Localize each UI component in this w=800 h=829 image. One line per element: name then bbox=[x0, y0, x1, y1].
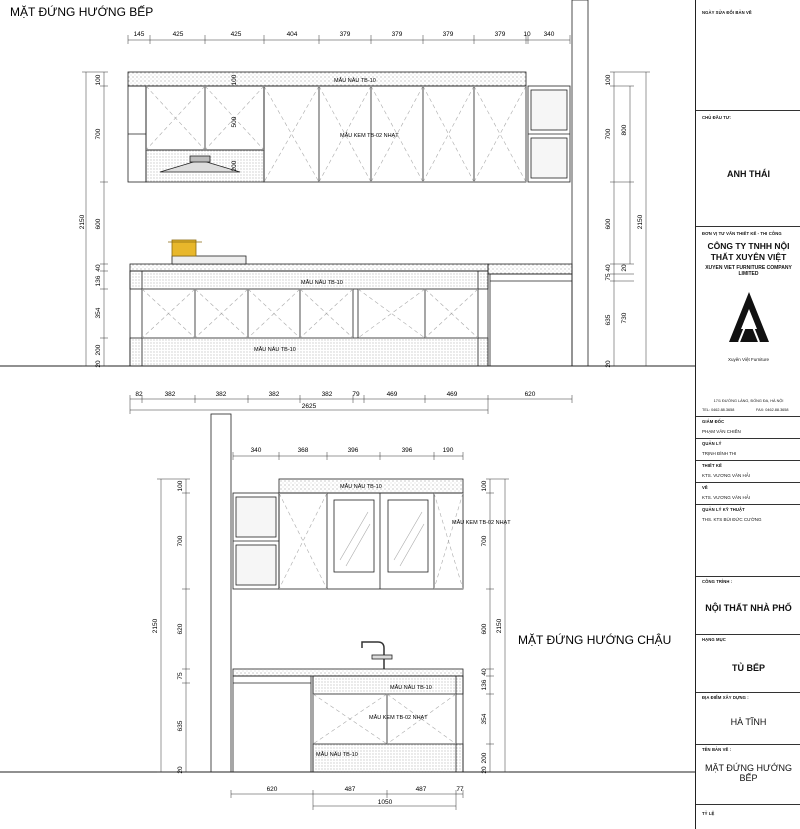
label-top-upper-doors: MẪU KEM TB-02 NHẠT bbox=[340, 133, 399, 139]
director-label: GIÁM ĐỐC bbox=[702, 419, 725, 424]
bottom-elevation bbox=[0, 414, 695, 772]
dim-text: 382 bbox=[164, 391, 176, 398]
dim-text: 379 bbox=[442, 31, 454, 38]
dim-text: 487 bbox=[344, 786, 356, 793]
dim-text: 469 bbox=[386, 391, 398, 398]
dim-text: 75 bbox=[177, 672, 184, 680]
item-name: TỦ BẾP bbox=[731, 663, 765, 673]
dim-text: 800 bbox=[621, 124, 628, 136]
project-name: NỘI THẤT NHÀ PHỐ bbox=[705, 603, 792, 613]
consultant-label: ĐƠN VỊ TƯ VẤN THIẾT KẾ - THI CÔNG bbox=[702, 231, 782, 236]
bottom-view-title: MẶT ĐỨNG HƯỚNG CHẬU bbox=[518, 633, 672, 647]
dim-text: 379 bbox=[339, 31, 351, 38]
company-logo-icon bbox=[724, 287, 774, 357]
dim-text: 379 bbox=[494, 31, 506, 38]
dim-text: 20 bbox=[605, 360, 612, 368]
tb-tech bbox=[696, 504, 800, 526]
dim-text: 635 bbox=[177, 720, 184, 732]
company-address: 17/1 ĐƯỜNG LÁNG, ĐỐNG ĐA, HÀ NỘI bbox=[713, 399, 784, 403]
dim-text: 404 bbox=[286, 31, 298, 38]
dim-text: 136 bbox=[481, 679, 488, 691]
dim-text: 382 bbox=[268, 391, 280, 398]
sheet-name: MẶT ĐỨNG HƯỚNG BẾP bbox=[705, 763, 792, 783]
dim-text: 190 bbox=[442, 447, 454, 454]
dim-text: 40 bbox=[605, 264, 612, 272]
revision-date-label: NGÀY SỬA ĐỔI BẢN VẼ bbox=[702, 10, 752, 15]
company-name: CÔNG TY TNHH NỘI THẤT XUYÊN VIỆT bbox=[707, 241, 790, 262]
dim-text: 600 bbox=[605, 218, 612, 230]
tb-owner bbox=[696, 110, 800, 226]
dim-text: 10 bbox=[523, 31, 531, 38]
dim-text: 620 bbox=[177, 623, 184, 635]
dim-text: 340 bbox=[543, 31, 555, 38]
dim-text: 700 bbox=[481, 535, 488, 547]
manager-name: TRỊNH ĐÌNH THI bbox=[702, 451, 737, 456]
dim-text: 200 bbox=[95, 344, 102, 356]
tb-scale bbox=[696, 804, 800, 829]
company-name-en: XUYEN VIET FURNITURE COMPANY LIMITED bbox=[705, 265, 792, 277]
dim-text: 77 bbox=[456, 786, 464, 793]
dim-text: 20 bbox=[177, 766, 184, 774]
tech-name: THS. KTS BÙI ĐỨC CƯỜNG bbox=[702, 517, 762, 522]
label-bottom-lower-doors: MẪU KEM TB-02 NHẠT bbox=[369, 715, 428, 721]
drawer-name: KTS. VƯƠNG VĂN HẢI bbox=[702, 495, 750, 500]
label-bottom-lower-bottom: MẪU NÂU TB-10 bbox=[316, 752, 358, 758]
manager-label: QUẢN LÝ bbox=[702, 441, 722, 446]
tb-manager bbox=[696, 438, 800, 460]
dim-text: 20 bbox=[621, 264, 628, 272]
tb-item bbox=[696, 634, 800, 692]
tb-project bbox=[696, 576, 800, 634]
dim-text: 2150 bbox=[79, 214, 86, 230]
dim-text: 2625 bbox=[301, 403, 317, 410]
label-bottom-upper-doors: MẪU KEM TB-02 NHẠT bbox=[452, 520, 511, 526]
owner-label: CHỦ ĐẦU TƯ: bbox=[702, 115, 731, 120]
logo-caption: Xuyên Việt Furniture bbox=[728, 357, 769, 362]
director-name: PHẠM VĂN CHIẾN bbox=[702, 429, 741, 434]
dim-text: 635 bbox=[605, 314, 612, 326]
company-tel: TEL: 0462.88.3658 bbox=[702, 408, 735, 412]
dim-text: 340 bbox=[250, 447, 262, 454]
dim-text: 2150 bbox=[496, 618, 503, 634]
dim-text: 2150 bbox=[637, 214, 644, 230]
company-fax: FAX: 0462.88.3658 bbox=[756, 408, 789, 412]
dim-text: 620 bbox=[524, 391, 536, 398]
title-block bbox=[695, 0, 800, 829]
dim-text: 354 bbox=[95, 307, 102, 319]
dim-text: 487 bbox=[415, 786, 427, 793]
label-bottom-upper-strip: MẪU NÂU TB-10 bbox=[340, 484, 382, 490]
label-top-lower-top: MẪU NÂU TB-10 bbox=[301, 280, 343, 286]
dim-text: 1050 bbox=[377, 799, 393, 806]
dim-text: 40 bbox=[481, 668, 488, 676]
dim-text: 700 bbox=[605, 128, 612, 140]
dim-text: 396 bbox=[401, 447, 413, 454]
dim-text: 100 bbox=[177, 480, 184, 492]
dim-text: 100 bbox=[481, 480, 488, 492]
project-label: CÔNG TRÌNH : bbox=[702, 579, 733, 584]
tb-company bbox=[696, 226, 800, 416]
dim-text: 620 bbox=[266, 786, 278, 793]
dim-text: 425 bbox=[172, 31, 184, 38]
dim-text: 425 bbox=[230, 31, 242, 38]
scale-label: TỶ LỆ bbox=[702, 811, 715, 816]
dim-text: 100 bbox=[605, 74, 612, 86]
dim-text: 75 bbox=[605, 273, 612, 281]
wall-column-top bbox=[572, 0, 588, 366]
dim-text: 200 bbox=[481, 752, 488, 764]
dim-text: 100 bbox=[231, 74, 238, 86]
tb-design bbox=[696, 460, 800, 482]
owner-name: ANH THÁI bbox=[727, 169, 770, 179]
draw-label: VẼ bbox=[702, 485, 708, 490]
dim-text: 600 bbox=[481, 623, 488, 635]
label-bottom-lower-top: MẪU NÂU TB-10 bbox=[390, 685, 432, 691]
dim-text: 40 bbox=[95, 264, 102, 272]
dim-text: 200 bbox=[231, 160, 238, 172]
dim-text: 82 bbox=[135, 391, 143, 398]
tb-sheet bbox=[696, 744, 800, 804]
dim-text: 368 bbox=[297, 447, 309, 454]
dim-text: 100 bbox=[95, 74, 102, 86]
dim-text: 469 bbox=[446, 391, 458, 398]
dim-text: 145 bbox=[133, 31, 145, 38]
location-name: HÀ TĨNH bbox=[730, 717, 767, 727]
dim-text: 382 bbox=[321, 391, 333, 398]
dim-text: 2150 bbox=[152, 618, 159, 634]
dim-text: 600 bbox=[95, 218, 102, 230]
dim-text: 20 bbox=[95, 360, 102, 368]
dim-text: 136 bbox=[95, 275, 102, 287]
tb-revision bbox=[696, 0, 800, 110]
dim-text: 500 bbox=[231, 116, 238, 128]
tb-draw bbox=[696, 482, 800, 504]
tb-location bbox=[696, 692, 800, 744]
label-top-upper-strip: MẪU NÂU TB-10 bbox=[334, 78, 376, 84]
designer-name: KTS. VƯƠNG VĂN HẢI bbox=[702, 473, 750, 478]
tb-director bbox=[696, 416, 800, 438]
dim-text: 382 bbox=[215, 391, 227, 398]
location-label: ĐỊA ĐIỂM XÂY DỰNG : bbox=[702, 695, 749, 700]
wall-column-bottom bbox=[211, 414, 231, 772]
dim-text: 700 bbox=[95, 128, 102, 140]
sheet-label: TÊN BẢN VẼ : bbox=[702, 747, 732, 752]
tech-label: QUẢN LÝ KỸ THUẬT bbox=[702, 507, 745, 512]
design-label: THIẾT KẾ bbox=[702, 463, 722, 468]
label-top-lower-bottom: MẪU NÂU TB-10 bbox=[254, 347, 296, 353]
dim-text: 730 bbox=[621, 312, 628, 324]
item-label: HẠNG MỤC bbox=[702, 637, 726, 642]
top-view-title: MẶT ĐỨNG HƯỚNG BẾP bbox=[10, 5, 154, 19]
dim-text: 354 bbox=[481, 713, 488, 725]
dim-text: 79 bbox=[352, 391, 360, 398]
dim-text: 20 bbox=[481, 766, 488, 774]
dim-text: 379 bbox=[391, 31, 403, 38]
dim-text: 700 bbox=[177, 535, 184, 547]
dim-text: 396 bbox=[347, 447, 359, 454]
